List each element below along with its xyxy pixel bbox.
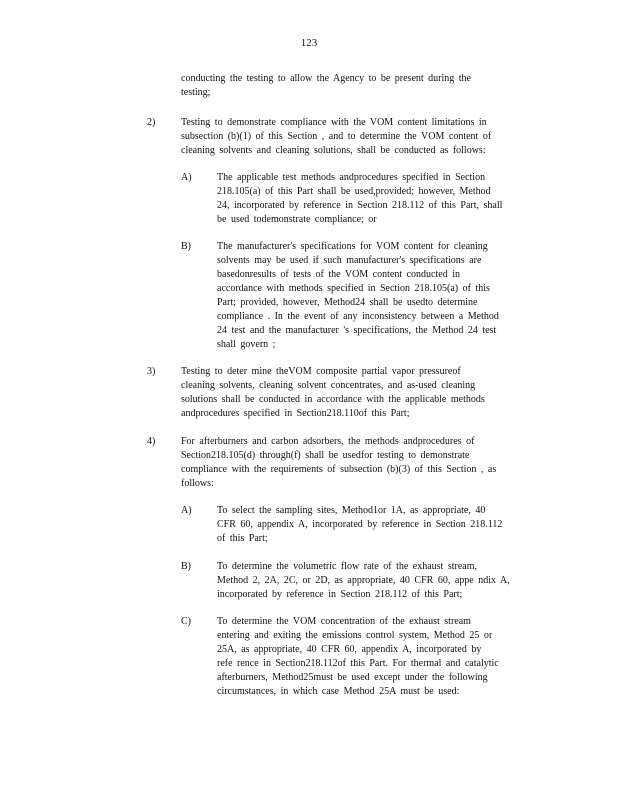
item-marker: 4) <box>147 436 156 447</box>
continuation-paragraph <box>181 72 471 100</box>
item-marker: 3) <box>147 366 156 377</box>
item-3-paragraph <box>181 365 485 421</box>
text-line: entering and exiting the emissions control system, Method 25 or <box>217 630 493 641</box>
subitem-marker: B) <box>181 561 191 572</box>
text-line: refe rence in Section218.112of this Part. For thermal and catalytic <box>217 658 499 669</box>
text-line: testing; <box>181 87 211 98</box>
text-line: follows: <box>181 478 214 489</box>
text-line: To determine the volumetric flow rate of the exhaust stream, <box>217 561 477 572</box>
page-number: 123 <box>300 37 318 49</box>
text-line: afterburners, Method25must be used except under the following <box>217 672 488 683</box>
text-line: To determine the VOM concentration of the exhaust stream <box>217 616 471 627</box>
item-marker: 2) <box>147 117 156 128</box>
item-4b-paragraph <box>217 560 510 602</box>
text-line: conducting the testing to allow the Agency to be present during the <box>181 73 471 84</box>
text-line: be used todemonstrate compliance; or <box>217 214 377 225</box>
subitem-marker: C) <box>181 616 191 627</box>
subitem-marker: A) <box>181 172 192 183</box>
text-line: For afterburners and carbon adsorbers, the methods andprocedures of <box>181 436 475 447</box>
item-2-paragraph <box>181 116 491 158</box>
text-line: of this Part; <box>217 533 268 544</box>
text-line: 24 test and the manufacturer 's specifications, the Method 24 test <box>217 325 497 336</box>
item-2a-paragraph <box>217 171 502 227</box>
text-line: cleaning solvents and cleaning solutions, shall be conducted as follows: <box>181 145 486 156</box>
item-4a-paragraph <box>217 504 502 546</box>
item-2b-paragraph <box>217 240 499 352</box>
text-line: incorporated by reference in Section 218.112 of this Part; <box>217 589 463 600</box>
text-line: 25A, as appropriate, 40 CFR 60, appendix A, incorporated by <box>217 644 482 655</box>
text-line: solutions shall be conducted in accordance with the applicable methods <box>181 394 485 405</box>
item-4c-paragraph <box>217 615 499 699</box>
text-line: Section218.105(d) through(f) shall be usedfor testing to demonstrate <box>181 450 470 461</box>
text-line: basedonresults of tests of the VOM content conducted in <box>217 269 460 280</box>
text-line: Testing to deter mine theVOM composite partial vapor pressureof <box>181 366 461 377</box>
text-line: The applicable test methods andprocedures specified in Section <box>217 172 486 183</box>
text-line: Part; provided, however, Method24 shall be usedto determine <box>217 297 478 308</box>
item-4-paragraph <box>181 435 496 491</box>
text-line: compliance with the requirements of subsection (b)(3) of this Section , as <box>181 464 497 475</box>
text-line: 218.105(a) of this Part shall be used,provided; however, Method <box>217 186 491 197</box>
text-line: Method 2, 2A, 2C, or 2D, as appropriate, 40 CFR 60, appe ndix A, <box>217 575 510 586</box>
text-line: Testing to demonstrate compliance with the VOM content limitations in <box>181 117 487 128</box>
text-line: The manufacturer's specifications for VOM content for cleaning <box>217 241 488 252</box>
text-line: solvents may be used if such manufacturer's specifications are <box>217 255 482 266</box>
text-line: To select the sampling sites, Method1or 1A, as appropriate, 40 <box>217 505 486 516</box>
text-line: shall govern ; <box>217 339 276 350</box>
subitem-marker: B) <box>181 241 191 252</box>
text-line: CFR 60, appendix A, incorporated by reference in Section 218.112 <box>217 519 503 530</box>
text-line: subsection (b)(1) of this Section , and to determine the VOM content of <box>181 131 492 142</box>
text-line: compliance . In the event of any inconsistency between a Method <box>217 311 499 322</box>
text-line: circumstances, in which case Method 25A must be used: <box>217 686 460 697</box>
text-line: andprocedures specified in Section218.110of this Part; <box>181 408 410 419</box>
text-line: accordance with methods specified in Section 218.105(a) of this <box>217 283 490 294</box>
subitem-marker: A) <box>181 505 192 516</box>
text-line: 24, incorporated by reference in Section 218.112 of this Part, shall <box>217 200 503 211</box>
text-line: cleaning solvents, cleaning solvent concentrates, and as-used cleaning <box>181 380 476 391</box>
